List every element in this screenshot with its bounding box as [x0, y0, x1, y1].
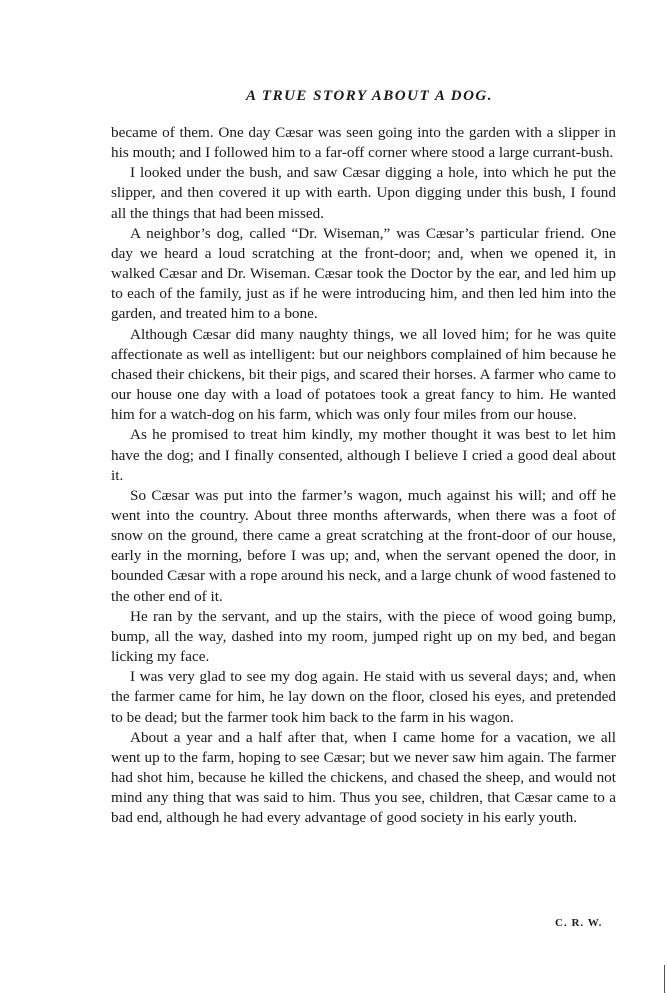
paragraph-6: So Cæsar was put into the farmer’s wagon, much against his will; and off he went into the country. About three months afterwards, when there was a foot of snow on the ground, there came a great scratching at the front-door of our house, early in the morning, before I was up; and, when the servant opened the door, in bounded Cæsar with a rope around his neck, and a large chunk of wood fastened to the other end of it. — [111, 486, 616, 605]
paragraph-8: I was very glad to see my dog again. He staid with us several days; and, when the farmer came for him, he lay down on the floor, closed his eyes, and pretended to be dead; but the farmer took him back to the farm in his wagon. — [111, 668, 616, 726]
running-head: A TRUE STORY ABOUT A DOG. — [246, 88, 493, 104]
story-body — [111, 123, 616, 828]
paragraph-5: As he promised to treat him kindly, my mother thought it was best to let him have the dog; and I finally consented, although I believe I cried a good deal about it. — [111, 426, 616, 484]
paragraph-2: I looked under the bush, and saw Cæsar digging a hole, into which he put the slipper, and then covered it up with earth. Upon digging under this bush, I found all the things that had been missed. — [111, 164, 616, 222]
paragraph-7: He ran by the servant, and up the stairs, with the piece of wood going bump, bump, all the way, dashed into my room, jumped right up on my bed, and began licking my face. — [111, 607, 616, 666]
paragraph-4: Although Cæsar did many naughty things, we all loved him; for he was quite affectionate as well as intelligent: but our neighbors complained of him because he chased their chickens, bit their pigs, and scared their horses. A farmer who came to our house one day with a load of potatoes took a great fancy to him. He wanted him for a watch-dog on his farm, which was only four miles from our house. — [111, 325, 616, 424]
author-signature: C. R. W. — [555, 917, 603, 929]
paragraph-3: A neighbor’s dog, called “Dr. Wiseman,” was Cæsar’s particular friend. One day we heard a loud scratching at the front-door; and, when we opened it, in walked Cæsar and Dr. Wiseman. Cæsar took the Doctor by the ear, and led him up to each of the family, just as if he were introducing him, and then led him into the garden, and treated him to a bone. — [111, 224, 616, 323]
paragraph-1: became of them. One day Cæsar was seen going into the garden with a slipper in his mouth; and I followed him to a far-off corner where stood a large currant-bush. — [111, 124, 616, 162]
page-edge-mark — [664, 965, 665, 993]
paragraph-9: About a year and a half after that, when I came home for a vacation, we all went up to the farm, hoping to see Cæsar; but we never saw him again. The farmer had shot him, because he killed the chickens, and chased the sheep, and would not mind any thing that was said to him. Thus you see, children, that Cæsar came to a bad end, although he had every advantage of good society in his early youth. — [111, 728, 616, 827]
